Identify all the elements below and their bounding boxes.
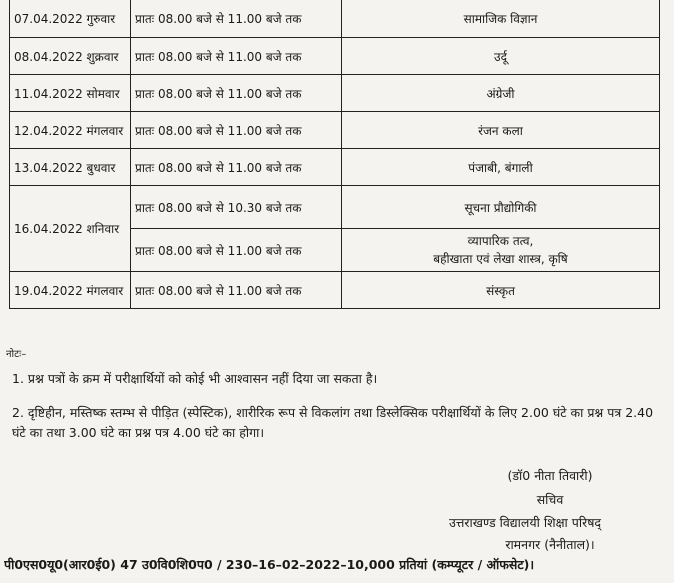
exam-subject: संस्कृत xyxy=(342,272,660,309)
exam-subject: सामाजिक विज्ञान xyxy=(342,0,660,38)
note-1: 1. प्रश्न पत्रों के क्रम में परीक्षार्थियों को कोई भी आश्वासन नहीं दिया जा सकता है। xyxy=(12,371,378,386)
table-row xyxy=(10,186,660,229)
exam-subject-line: बहीखाता एवं लेखा शास्त्र, कृषि xyxy=(433,252,568,266)
exam-subject: उर्दू xyxy=(342,38,660,75)
table-row xyxy=(10,0,660,38)
signatory-place: रामनगर (नैनीताल)। xyxy=(505,537,595,552)
notes-heading: नोटः– xyxy=(6,349,27,360)
exam-date: 08.04.2022 शुक्रवार xyxy=(10,38,131,75)
exam-subject: सूचना प्रौद्योगिकी xyxy=(342,186,660,229)
exam-subject-line: व्यापारिक तत्व, xyxy=(467,234,534,248)
print-footer: पी0एस0यू0(आर0ई0) 47 उ0वि0शि0प0 / 230–16–02–2022–10,000 प्रतियां (कम्प्यूटर / ऑफसेट)। xyxy=(4,557,535,572)
exam-time: प्रातः 08.00 बजे से 11.00 बजे तक xyxy=(131,38,342,75)
note-2: 2. दृष्टिहीन, मस्तिष्क स्तम्भ से पीड़ित (स्पेस्टिक), शारीरिक रूप से विकलांग तथा डिस्लेक्सिक परीक्षार्थियों के लिए 2.00 घंटे का प्रश्न पत्र 2.40 घंटे का तथा 3.00 घंटे का प्रश्न पत्र 4.00 घंटे का होगा। xyxy=(12,405,654,440)
table-row xyxy=(10,38,660,75)
signatory-name: (डॉ0 नीता तिवारी) xyxy=(507,468,593,483)
exam-date: 16.04.2022 शनिवार xyxy=(10,186,131,272)
exam-time: प्रातः 08.00 बजे से 10.30 बजे तक xyxy=(131,186,342,229)
exam-date: 11.04.2022 सोमवार xyxy=(10,75,131,112)
exam-date: 13.04.2022 बुधवार xyxy=(10,149,131,186)
exam-time: प्रातः 08.00 बजे से 11.00 बजे तक xyxy=(131,149,342,186)
exam-date: 19.04.2022 मंगलवार xyxy=(10,272,131,309)
exam-subject: रंजन कला xyxy=(342,112,660,149)
exam-time: प्रातः 08.00 बजे से 11.00 बजे तक xyxy=(131,112,342,149)
table-row xyxy=(10,112,660,149)
table-row xyxy=(10,272,660,309)
signatory-organization: उत्तराखण्ड विद्यालयी शिक्षा परिषद् xyxy=(448,515,602,530)
exam-time: प्रातः 08.00 बजे से 11.00 बजे तक xyxy=(131,0,342,38)
signatory-designation: सचिव xyxy=(536,492,564,507)
exam-date: 07.04.2022 गुरुवार xyxy=(10,0,131,38)
exam-subject: पंजाबी, बंगाली xyxy=(342,149,660,186)
exam-schedule-table xyxy=(9,0,660,309)
table-row xyxy=(10,75,660,112)
exam-time: प्रातः 08.00 बजे से 11.00 बजे तक xyxy=(131,272,342,309)
exam-subject xyxy=(342,229,660,272)
exam-subject: अंग्रेजी xyxy=(342,75,660,112)
exam-time: प्रातः 08.00 बजे से 11.00 बजे तक xyxy=(131,229,342,272)
exam-time: प्रातः 08.00 बजे से 11.00 बजे तक xyxy=(131,75,342,112)
exam-date: 12.04.2022 मंगलवार xyxy=(10,112,131,149)
table-row xyxy=(10,149,660,186)
